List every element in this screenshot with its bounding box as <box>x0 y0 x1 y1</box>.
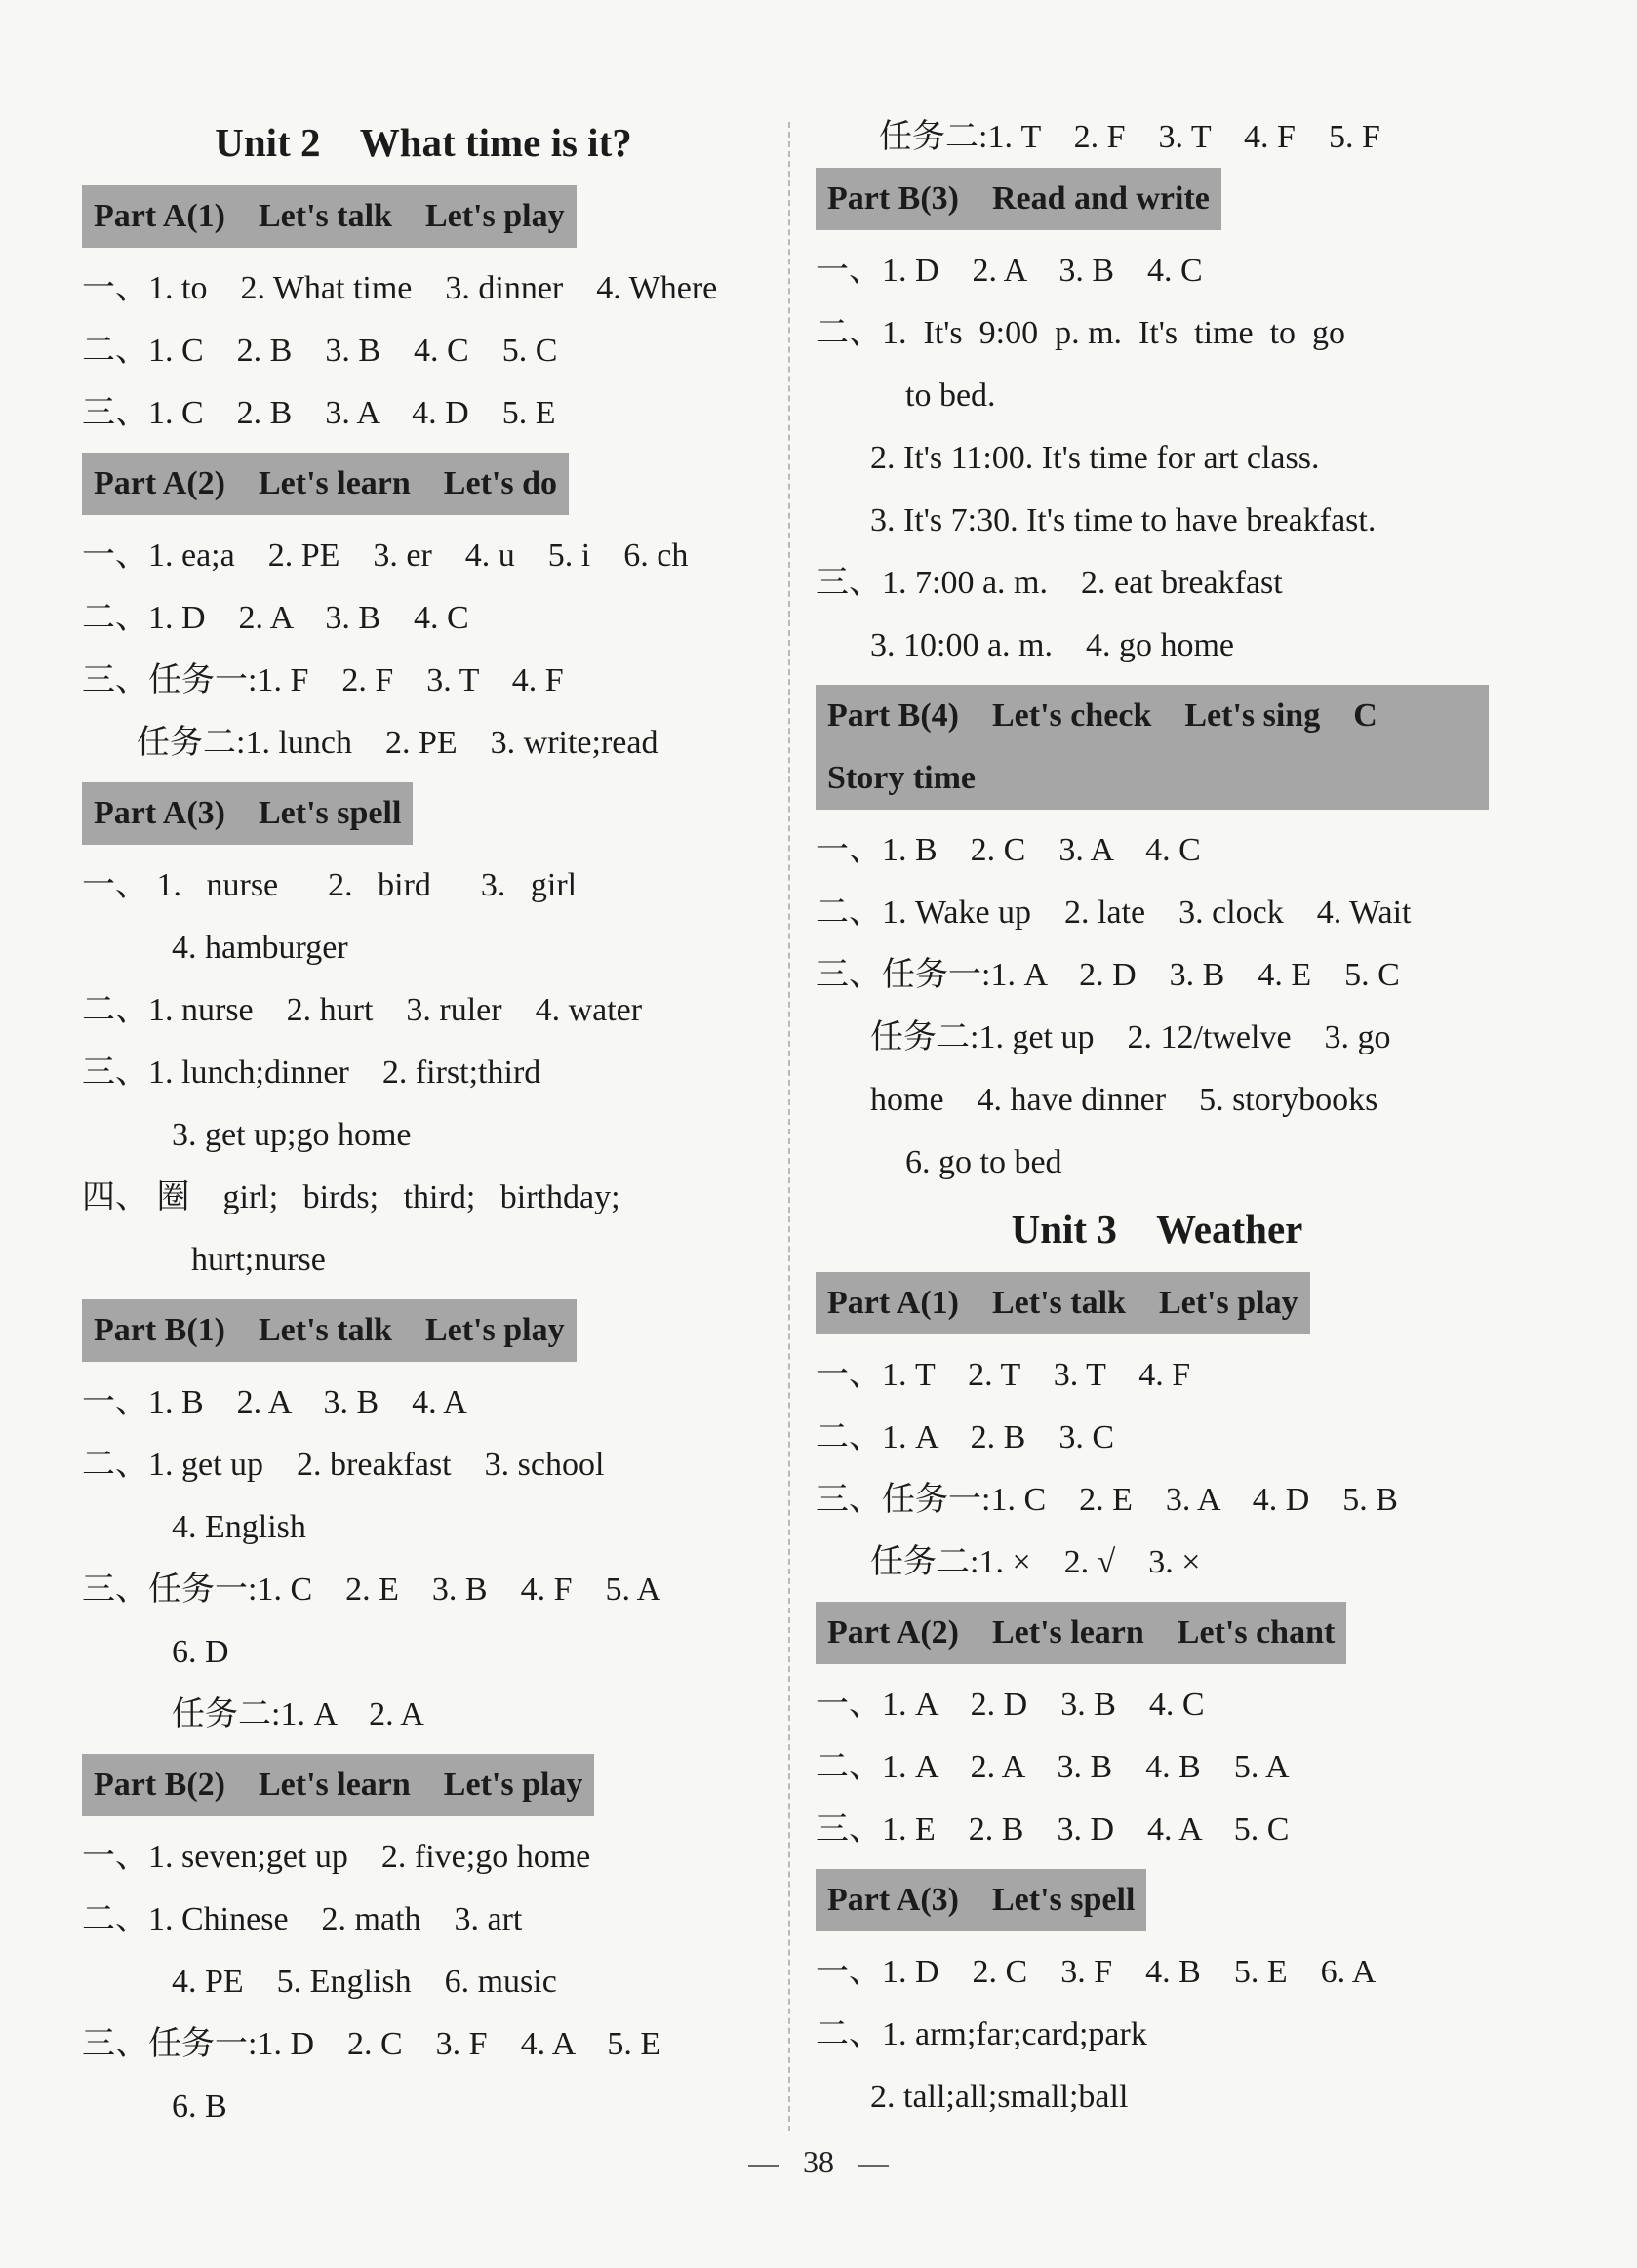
left-column <box>82 107 765 2138</box>
answer-line: 3. It's 7:30. It's time to have breakfast. <box>870 502 1377 538</box>
left-sections <box>82 178 765 2138</box>
answer-line: 任务二:1. A 2. A <box>172 1696 424 1732</box>
part-header: Part B(3) Read and write <box>816 168 1221 230</box>
answer-line: 二、1. It's 9:00 p. m. It's time to go <box>816 315 1346 351</box>
right-sections-b <box>816 1264 1498 2129</box>
answer-line: 二、1. D 2. A 3. B 4. C <box>82 600 469 636</box>
answer-line: 一、1. B 2. C 3. A 4. C <box>816 832 1201 868</box>
answer-line: 一、 1. nurse 2. bird 3. girl <box>82 867 578 903</box>
answer-line: to bed. <box>905 378 996 414</box>
continued-task-line: 任务二:1. T 2. F 3. T 4. F 5. F <box>879 119 1380 155</box>
page-number: 38 <box>803 2144 834 2179</box>
answer-line: 4. PE 5. English 6. music <box>172 1964 557 2000</box>
page-footer <box>0 2144 1637 2180</box>
answer-line: 一、1. T 2. T 3. T 4. F <box>816 1357 1191 1393</box>
part-header: Part A(1) Let's talk Let's play <box>82 185 577 248</box>
answer-line: 三、任务一:1. C 2. E 3. B 4. F 5. A <box>82 1572 661 1608</box>
answer-line: 三、任务一:1. F 2. F 3. T 4. F <box>82 662 564 698</box>
answer-line: 任务二:1. get up 2. 12/twelve 3. go <box>870 1019 1391 1055</box>
answer-line: 二、1. get up 2. breakfast 3. school <box>82 1447 605 1483</box>
answer-line: 6. go to bed <box>905 1144 1062 1180</box>
answer-line: 三、1. 7:00 a. m. 2. eat breakfast <box>816 565 1283 601</box>
answer-line: 二、1. arm;far;card;park <box>816 2016 1147 2052</box>
part-header: Part A(3) Let's spell <box>816 1869 1146 1931</box>
answer-line: 三、任务一:1. A 2. D 3. B 4. E 5. C <box>816 957 1400 993</box>
answer-line: 一、1. A 2. D 3. B 4. C <box>816 1687 1205 1723</box>
answer-line: 二、1. A 2. B 3. C <box>816 1419 1115 1455</box>
answer-line: 一、1. to 2. What time 3. dinner 4. Where <box>82 270 718 306</box>
answer-line: 三、1. E 2. B 3. D 4. A 5. C <box>816 1811 1290 1848</box>
column-divider <box>788 122 790 2131</box>
answer-line: 3. get up;go home <box>172 1117 412 1153</box>
answer-line: 一、1. ea;a 2. PE 3. er 4. u 5. i 6. ch <box>82 537 689 574</box>
part-header: Part A(1) Let's talk Let's play <box>816 1272 1310 1334</box>
part-header: Part B(4) Let's check Let's sing C Story time <box>816 685 1489 810</box>
answer-line: 三、任务一:1. C 2. E 3. A 4. D 5. B <box>816 1482 1398 1518</box>
part-header: Part B(1) Let's talk Let's play <box>82 1299 577 1362</box>
answer-line: home 4. have dinner 5. storybooks <box>870 1082 1378 1118</box>
answer-line: 2. It's 11:00. It's time for art class. <box>870 440 1320 476</box>
answer-line: 二、1. Chinese 2. math 3. art <box>82 1901 523 1937</box>
answer-line: 二、1. A 2. A 3. B 4. B 5. A <box>816 1749 1290 1785</box>
part-header: Part B(2) Let's learn Let's play <box>82 1754 594 1816</box>
footer-dash-right <box>858 2165 889 2167</box>
part-header: Part A(2) Let's learn Let's do <box>82 453 569 515</box>
answer-line: 4. English <box>172 1509 306 1545</box>
answer-line: 一、1. D 2. C 3. F 4. B 5. E 6. A <box>816 1954 1377 1990</box>
answer-line: 一、1. seven;get up 2. five;go home <box>82 1839 591 1875</box>
answer-line: 6. D <box>172 1634 229 1670</box>
answer-line: 2. tall;all;small;ball <box>870 2079 1129 2115</box>
answer-line: 二、1. nurse 2. hurt 3. ruler 4. water <box>82 992 643 1028</box>
answer-line: 二、1. C 2. B 3. B 4. C 5. C <box>82 333 558 369</box>
answer-line: 二、1. Wake up 2. late 3. clock 4. Wait <box>816 895 1412 931</box>
answer-line: 任务二:1. lunch 2. PE 3. write;read <box>137 725 659 761</box>
unit-2-title: Unit 2 What time is it? <box>215 120 632 165</box>
part-header: Part A(3) Let's spell <box>82 782 413 845</box>
unit-3-title: Unit 3 Weather <box>1011 1207 1303 1252</box>
answer-line: hurt;nurse <box>191 1242 326 1278</box>
answer-line: 三、1. C 2. B 3. A 4. D 5. E <box>82 395 556 431</box>
right-column <box>816 115 1498 2129</box>
footer-dash-left <box>748 2165 779 2167</box>
answer-line: 一、1. B 2. A 3. B 4. A <box>82 1384 467 1420</box>
part-header: Part A(2) Let's learn Let's chant <box>816 1602 1346 1664</box>
answer-line: 一、1. D 2. A 3. B 4. C <box>816 253 1203 289</box>
right-sections-a <box>816 160 1498 1194</box>
answer-line: 任务二:1. × 2. √ 3. × <box>870 1544 1201 1580</box>
answer-line: 3. 10:00 a. m. 4. go home <box>870 627 1235 663</box>
answer-line: 四、 圈 girl; birds; third; birthday; <box>82 1179 620 1215</box>
answer-line: 6. B <box>172 2089 227 2125</box>
answer-line: 三、任务一:1. D 2. C 3. F 4. A 5. E <box>82 2026 661 2062</box>
answer-line: 三、1. lunch;dinner 2. first;third <box>82 1054 541 1091</box>
answer-line: 4. hamburger <box>172 930 348 966</box>
